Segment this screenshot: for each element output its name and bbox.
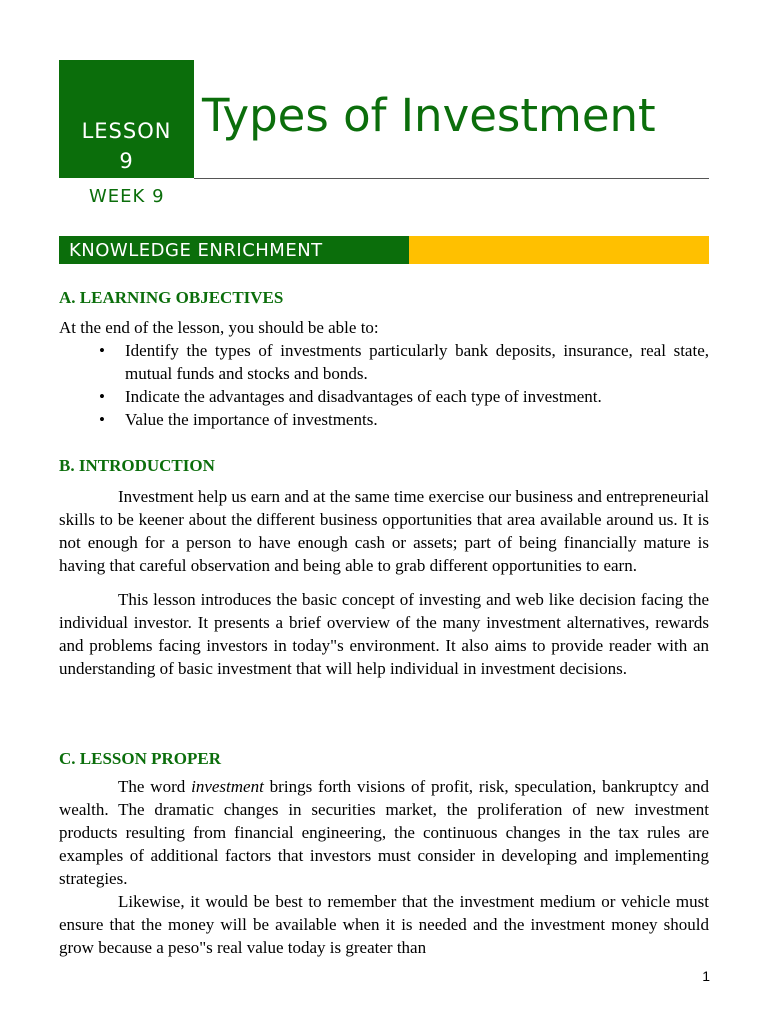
lesson-proper-paragraph	[59, 775, 709, 890]
bullet-icon: •	[99, 341, 105, 360]
title-underline	[194, 178, 709, 179]
objective-item	[59, 408, 709, 431]
lesson-label: LESSON 9	[81, 119, 172, 173]
week-label: WEEK 9	[89, 186, 165, 207]
objective-item	[59, 339, 709, 385]
lesson-proper-section	[59, 775, 709, 959]
introduction-section	[59, 485, 709, 680]
banner-green-segment	[59, 236, 409, 264]
objective-text: Value the importance of investments.	[125, 410, 378, 429]
page-title: Types of Investment	[202, 89, 656, 142]
objective-item	[59, 385, 709, 408]
banner-label: KNOWLEDGE ENRICHMENT	[69, 240, 323, 261]
knowledge-enrichment-banner	[59, 236, 709, 264]
page-number: 1	[702, 968, 710, 984]
lesson-proper-heading: C. LESSON PROPER	[59, 749, 221, 768]
lesson-proper-paragraph: Likewise, it would be best to remember that the investment medium or vehicle must ensure that the money will be available when it is needed and the investment money should grow because a peso"s real value today is greater than	[59, 892, 709, 957]
objective-text: Identify the types of investments particularly bank deposits, insurance, real state, mutual funds and stocks and bonds.	[125, 341, 709, 383]
objectives-intro: At the end of the lesson, you should be able to:	[59, 318, 379, 337]
objective-text: Indicate the advantages and disadvantages of each type of investment.	[125, 387, 602, 406]
objectives-list	[59, 339, 709, 431]
objectives-section	[59, 316, 709, 431]
investment-term: investment	[191, 777, 264, 796]
introduction-heading: B. INTRODUCTION	[59, 456, 215, 475]
introduction-paragraph: This lesson introduces the basic concept of investing and web like decision facing the individual investor. It presents a brief overview of the many investment alternatives, rewards and problems facing investors in today"s environment. It also aims to provide reader with an understanding of basic investment that will help individual in investment decisions.	[59, 590, 709, 678]
lesson-proper-text: brings forth visions of profit, risk, speculation, bankruptcy and wealth. The dramatic changes in securities market, the proliferation of new investment products resulting from financial engineering, the continuous changes in the tax rules are examples of additional factors that investors must consider in developing and implementing strategies.	[59, 777, 709, 888]
bullet-icon: •	[99, 387, 105, 406]
bullet-icon: •	[99, 410, 105, 429]
objectives-heading: A. LEARNING OBJECTIVES	[59, 288, 284, 307]
introduction-paragraph: Investment help us earn and at the same time exercise our business and entrepreneurial skills to be keener about the different business opportunities that area available around us. It is not enough for a person to have enough cash or assets; part of being financially mature is having that careful observation and being able to grab different opportunities to earn.	[59, 487, 709, 575]
lesson-proper-text: The word	[118, 777, 192, 796]
